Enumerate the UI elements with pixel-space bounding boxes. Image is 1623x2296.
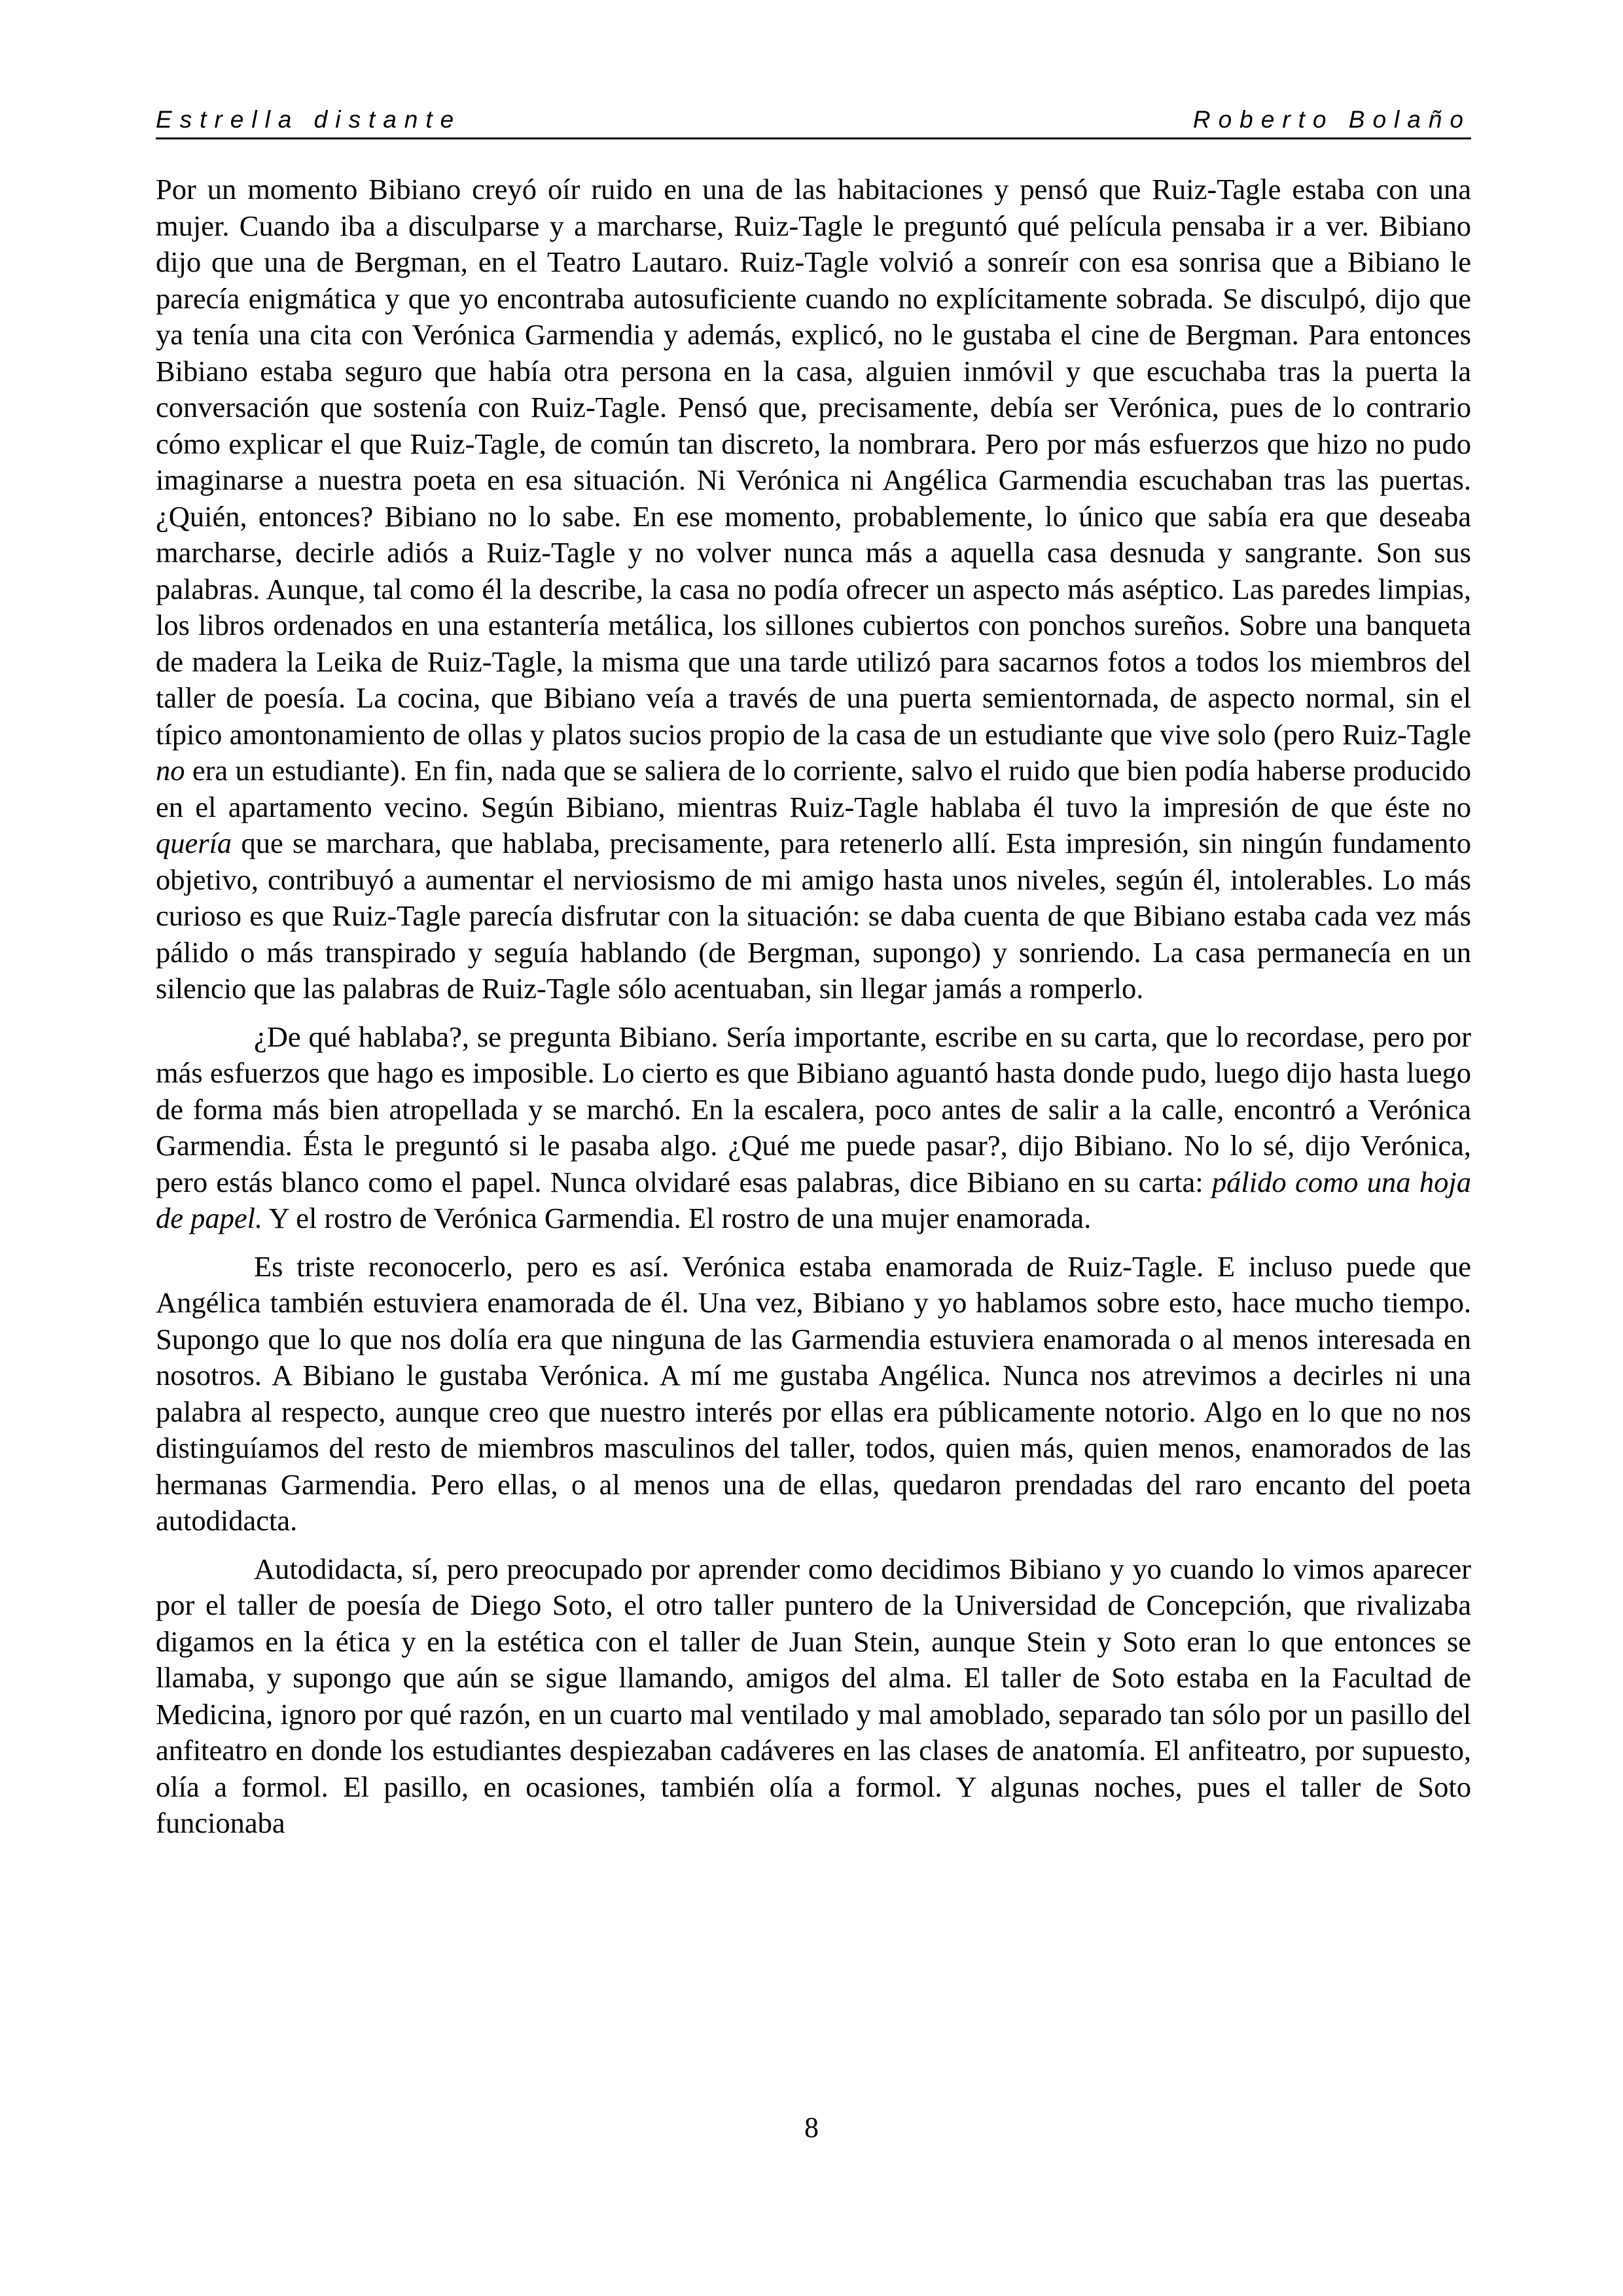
italic-run: pálido como una hoja de papel. xyxy=(156,1165,1471,1234)
italic-run: no xyxy=(156,754,185,787)
page-number: 8 xyxy=(804,2111,819,2144)
body-text xyxy=(156,171,1471,1854)
paragraph xyxy=(156,1249,1471,1539)
running-header xyxy=(156,105,1471,139)
author-name: Roberto Bolaño xyxy=(1192,106,1471,133)
text-run: Por un momento Bibiano creyó oír ruido en una de las habitaciones y pensó que Ruiz-Tagle estaba con una mujer. Cuando iba a disculparse y a marcharse, Ruiz-Tagle le preguntó qué película pensaba ir a ver. Bibiano dijo que una de Bergman, en el Teatro Lautaro. Ruiz-Tagle volvió a sonreír con esa sonrisa que a Bibiano le parecía enigmática y que yo encontraba autosuficiente cuando no explícitamente sobrada. Se disculpó, dijo que ya tenía una cita con Verónica Garmendia y además, explicó, no le gustaba el cine de Bergman. Para entonces Bibiano estaba seguro que había otra persona en la casa, alguien inmóvil y que escuchaba tras la puerta la conversación que sostenía con Ruiz-Tagle. Pensó que, precisamente, debía ser Verónica, pues de lo contrario cómo explicar el que Ruiz-Tagle, de común tan discreto, la nombrara. Pero por más esfuerzos que hizo no pudo imaginarse a nuestra poeta en esa situación. Ni Verónica ni Angélica Garmendia escuchaban tras las puertas. ¿Quién, entonces? Bibiano no lo sabe. En ese momento, probablemente, lo único que sabía era que deseaba marcharse, decirle adiós a Ruiz-Tagle y no volver nunca más a aquella casa desnuda y sangrante. Son sus palabras. Aunque, tal como él la describe, la casa no podía ofrecer un aspecto más aséptico. Las paredes limpias, los libros ordenados en una estantería metálica, los sillones cubiertos con ponchos sureños. Sobre una banqueta de madera la Leika de Ruiz-Tagle, la misma que una tarde utilizó para sacarnos fotos a todos los miembros del taller de poesía. La cocina, que Bibiano veía a través de una puerta semientornada, de aspecto normal, sin el típico amontonamiento de ollas y platos sucios propio de la casa de un estudiante que vive solo (pero Ruiz-Tagle xyxy=(156,173,1471,751)
text-run: Y el rostro de Verónica Garmendia. El rostro de una mujer enamorada. xyxy=(262,1202,1092,1234)
paragraph xyxy=(156,1019,1471,1237)
italic-run: quería xyxy=(156,827,232,859)
text-run: ¿De qué hablaba?, se pregunta Bibiano. Sería importante, escribe en su carta, que lo recordase, pero por más esfuerzos que hago es imposible. Lo cierto es que Bibiano aguantó hasta donde pudo, luego dijo hasta luego de forma más bien atropellada y se marchó. En la escalera, poco antes de salir a la calle, encontró a Verónica Garmendia. Ésta le preguntó si le pasaba algo. ¿Qué me puede pasar?, dijo Bibiano. No lo sé, dijo Verónica, pero estás blanco como el papel. Nunca olvidaré esas palabras, dice Bibiano en su carta: xyxy=(156,1020,1471,1198)
text-run: que se marchara, que hablaba, precisamente, para retenerlo allí. Esta impresión, sin ningún fundamento objetivo, contribuyó a aumentar el nerviosismo de mi amigo hasta unos niveles, según él, intolerables. Lo más curioso es que Ruiz-Tagle parecía disfrutar con la situación: se daba cuenta de que Bibiano estaba cada vez más pálido o más transpirado y seguía hablando (de Bergman, supongo) y sonriendo. La casa permanecía en un silencio que las palabras de Ruiz-Tagle sólo acentuaban, sin llegar jamás a romperlo. xyxy=(156,827,1471,1005)
paragraph xyxy=(156,1551,1471,1842)
text-run: Autodidacta, sí, pero preocupado por aprender como decidimos Bibiano y yo cuando lo vimos aparecer por el taller de poesía de Diego Soto, el otro taller puntero de la Universidad de Concepción, que rivalizaba digamos en la ética y en la estética con el taller de Juan Stein, aunque Stein y Soto eran lo que entonces se llamaba, y supongo que aún se sigue llamando, amigos del alma. El taller de Soto estaba en la Facultad de Medicina, ignoro por qué razón, en un cuarto mal ventilado y mal amoblado, separado tan sólo por un pasillo del anfiteatro en donde los estudiantes despiezaban cadáveres en las clases de anatomía. El anfiteatro, por supuesto, olía a formol. El pasillo, en ocasiones, también olía a formol. Y algunas noches, pues el taller de Soto funcionaba xyxy=(156,1552,1471,1839)
text-run: era un estudiante). En fin, nada que se saliera de lo corriente, salvo el ruido que bien podía haberse producido en el apartamento vecino. Según Bibiano, mientras Ruiz-Tagle hablaba él tuvo la impresión de que éste no xyxy=(156,754,1471,823)
paragraph xyxy=(156,171,1471,1007)
text-run: Es triste reconocerlo, pero es así. Verónica estaba enamorada de Ruiz-Tagle. E incluso puede que Angélica también estuviera enamorada de él. Una vez, Bibiano y yo hablamos sobre esto, hace mucho tiempo. Supongo que lo que nos dolía era que ninguna de las Garmendia estuviera enamorada o al menos interesada en nosotros. A Bibiano le gustaba Verónica. A mí me gustaba Angélica. Nunca nos atrevimos a decirles ni una palabra al respecto, aunque creo que nuestro interés por ellas era públicamente notorio. Algo en lo que no nos distinguíamos del resto de miembros masculinos del taller, todos, quien más, quien menos, enamorados de las hermanas Garmendia. Pero ellas, o al menos una de ellas, quedaron prendadas del raro encanto del poeta autodidacta. xyxy=(156,1249,1471,1537)
book-title: Estrella distante xyxy=(156,106,462,133)
